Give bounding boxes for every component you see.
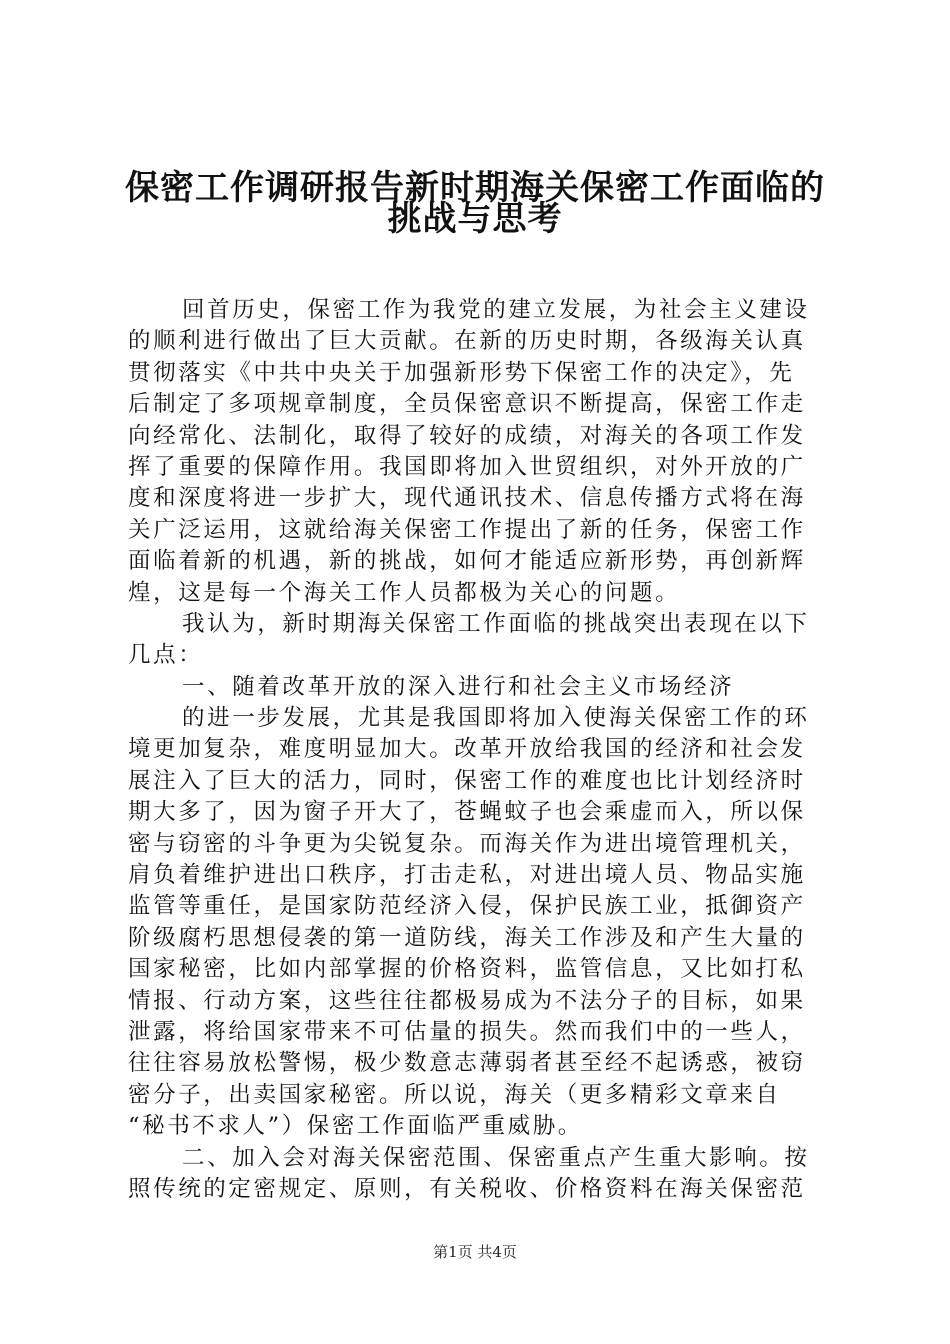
body-line: 度和深度将进一步扩大，现代通讯技术、信息传播方式将在海 [128, 485, 806, 512]
body-line: 境更加复杂，难度明显加大。改革开放给我国的经济和社会发 [128, 736, 806, 763]
body-line: 照传统的定密规定、原则，有关税收、价格资料在海关保密范 [128, 1175, 806, 1202]
body-line: “秘书不求人”）保密工作面临严重威胁。 [128, 1113, 583, 1140]
body-line: 泄露，将给国家带来不可估量的损失。然而我们中的一些人， [128, 1018, 806, 1045]
body-line: 往往容易放松警惕，极少数意志薄弱者甚至经不起诱惑，被窃 [128, 1050, 806, 1077]
body-line: 的顺利进行做出了巨大贡献。在新的历史时期，各级海关认真 [128, 328, 806, 355]
body-line: 后制定了多项规章制度，全员保密意识不断提高，保密工作走 [128, 391, 806, 418]
body-line: 向经常化、法制化，取得了较好的成绩，对海关的各项工作发 [128, 422, 806, 449]
body-line: 肩负着维护进出口秩序，打击走私，对进出境人员、物品实施 [128, 862, 806, 889]
body-line: 情报、行动方案，这些往往都极易成为不法分子的目标，如果 [128, 987, 806, 1014]
body-line: 挥了重要的保障作用。我国即将加入世贸组织，对外开放的广 [128, 453, 806, 480]
title-line: 挑战与思考 [387, 199, 563, 240]
body-line: 关广泛运用，这就给海关保密工作提出了新的任务，保密工作 [128, 516, 806, 543]
body-line: 阶级腐朽思想侵袭的第一道防线，海关工作涉及和产生大量的 [128, 924, 806, 951]
body-text [128, 295, 833, 1205]
body-line: 几点： [128, 642, 204, 669]
body-line: 面临着新的机遇，新的挑战，如何才能适应新形势，再创新辉 [128, 548, 806, 575]
title-line: 保密工作调研报告新时期海关保密工作面临的 [125, 168, 825, 208]
body-line: 密分子，出卖国家秘密。所以说，海关（更多精彩文章来自 [128, 1081, 781, 1108]
body-line: 煌，这是每一个海关工作人员都极为关心的问题。 [128, 579, 681, 606]
body-line: 国家秘密，比如内部掌握的价格资料，监管信息，又比如打私 [128, 956, 806, 983]
body-line: 一、随着改革开放的深入进行和社会主义市场经济 [182, 673, 735, 700]
page-title [110, 158, 840, 240]
body-line: 的进一步发展，尤其是我国即将加入使海关保密工作的环 [182, 705, 810, 732]
body-line: 回首历史，保密工作为我党的建立发展，为社会主义建设 [182, 297, 810, 323]
body-line: 密与窃密的斗争更为尖锐复杂。而海关作为进出境管理机关， [128, 830, 806, 857]
body-line: 我认为，新时期海关保密工作面临的挑战突出表现在以下 [182, 610, 810, 637]
page-footer: 第1页 共4页 [433, 1243, 517, 1261]
body-line: 贯彻落实《中共中央关于加强新形势下保密工作的决定》，先 [128, 359, 795, 386]
body-line: 展注入了巨大的活力，同时，保密工作的难度也比计划经济时 [128, 767, 806, 794]
body-line: 监管等重任，是国家防范经济入侵，保护民族工业，抵御资产 [128, 893, 806, 920]
body-line: 二、加入会对海关保密范围、保密重点产生重大影响。按 [182, 1144, 810, 1171]
body-line: 期大多了，因为窗子开大了，苍蝇蚊子也会乘虚而入，所以保 [128, 799, 806, 826]
